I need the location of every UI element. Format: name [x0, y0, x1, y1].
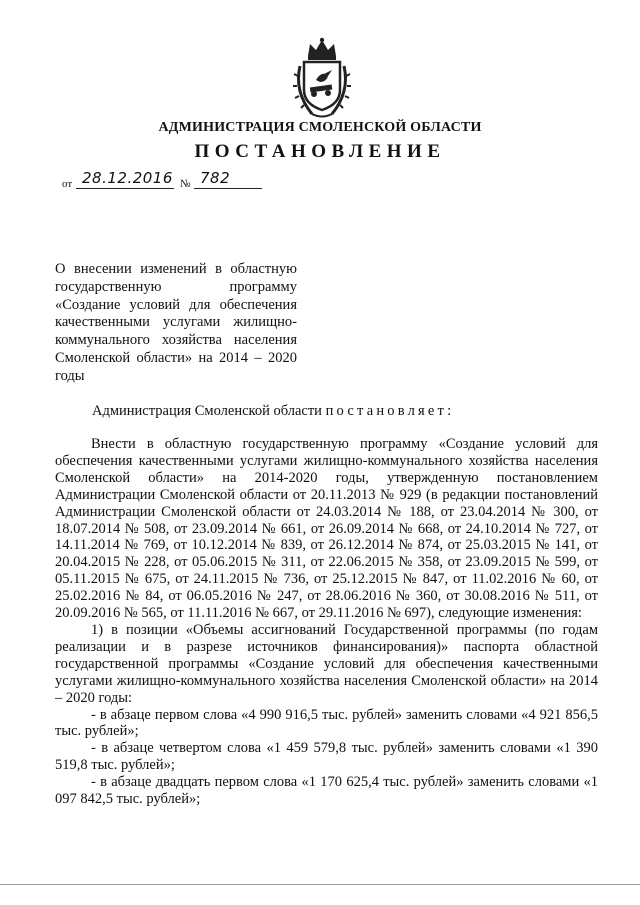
date-value: 28.12.2016 [82, 169, 173, 187]
number-label: № [180, 178, 191, 190]
paragraph-2: 1) в позиции «Объемы ассигнований Государственной программы (по годам реализации и в разрезе источников финансирования)» паспорта областной государственной программы «Создание условий для обеспечения качественными услугами жилищно-коммунального хозяйства населения Смоленской области» на 2014 – 2020 годы: [55, 621, 598, 706]
smolensk-coat-of-arms-icon [290, 36, 354, 120]
paragraph-3: - в абзаце первом слова «4 990 916,5 тыс. рублей» заменить словами «4 921 856,5 тыс. рублей»; [55, 706, 598, 740]
date-number-line [62, 169, 292, 194]
paragraph-1: Внести в областную государственную программу «Создание условий для обеспечения качественными услугами жилищно-коммунального хозяйства населения Смоленской области» на 2014-2020 годы, утвержденную постановлением Администрации Смоленской области от 20.11.2013 № 929 (в редакции постановлений Администрации Смоленской области от 24.03.2014 № 188, от 23.04.2014 № 300, от 18.07.2014 № 508, от 23.09.2014 № 661, от 26.09.2014 № 668, от 24.10.2014 № 727, от 14.11.2014 № 769, от 10.12.2014 № 839, от 26.12.2014 № 874, от 25.03.2015 № 141, от 20.04.2015 № 228, от 05.06.2015 № 311, от 22.06.2015 № 358, от 23.09.2015 № 599, от 05.11.2015 № 675, от 24.11.2015 № 736, от 25.12.2015 № 847, от 11.02.2016 № 60, от 25.02.2016 № 84, от 06.05.2016 № 247, от 28.06.2016 № 360, от 30.08.2016 № 511, от 20.09.2016 № 565, от 11.11.2016 № 667, от 29.11.2016 № 697), следующие изменения: [55, 436, 598, 622]
preamble-text: Администрация Смоленской области [92, 403, 322, 419]
paragraph-5: - в абзаце двадцать первом слова «1 170 625,4 тыс. рублей» заменить словами «1 097 842,5 тыс. рублей»; [55, 774, 598, 808]
decree-word: постановляет: [325, 403, 455, 419]
date-underline [76, 188, 174, 189]
page-bottom-edge [0, 884, 640, 885]
paragraph-4: - в абзаце четвертом слова «1 459 579,8 тыс. рублей» заменить словами «1 390 519,8 тыс. рублей»; [55, 740, 598, 774]
document-body [55, 436, 598, 808]
document-subject: О внесении изменений в областную государственную программу «Создание условий для обеспечения качественными услугами жилищно-коммунального хозяйства населения Смоленской области» на 2014 – 2020 годы [55, 261, 297, 384]
date-label: от [62, 178, 73, 190]
organization-name: АДМИНИСТРАЦИЯ СМОЛЕНСКОЙ ОБЛАСТИ [158, 120, 482, 135]
number-underline [194, 188, 262, 189]
preamble [92, 403, 454, 420]
number-value: 782 [200, 169, 231, 187]
document-type: ПОСТАНОВЛЕНИЕ [194, 141, 446, 162]
